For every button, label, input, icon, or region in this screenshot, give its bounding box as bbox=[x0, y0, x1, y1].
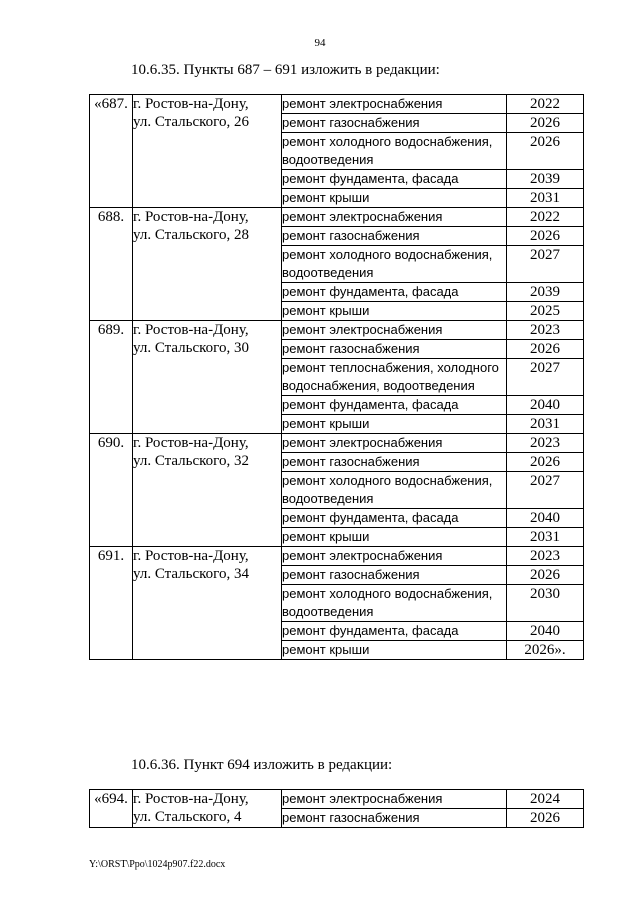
work-type: ремонт крыши bbox=[282, 415, 507, 434]
work-type: ремонт холодного водоснабжения, водоотведения bbox=[282, 133, 507, 170]
table-row bbox=[90, 208, 584, 227]
work-type: ремонт фундамента, фасада bbox=[282, 396, 507, 415]
work-year: 2022 bbox=[507, 95, 584, 114]
item-number: 691. bbox=[90, 547, 133, 660]
work-type: ремонт электроснабжения bbox=[282, 790, 507, 809]
work-year: 2026». bbox=[507, 641, 584, 660]
table-row bbox=[90, 321, 584, 340]
work-type: ремонт фундамента, фасада bbox=[282, 622, 507, 641]
work-year: 2026 bbox=[507, 340, 584, 359]
work-year: 2040 bbox=[507, 509, 584, 528]
work-year: 2027 bbox=[507, 472, 584, 509]
work-year: 2040 bbox=[507, 622, 584, 641]
work-type: ремонт газоснабжения bbox=[282, 453, 507, 472]
work-type: ремонт фундамента, фасада bbox=[282, 170, 507, 189]
work-type: ремонт электроснабжения bbox=[282, 321, 507, 340]
address-cell bbox=[133, 790, 282, 828]
address-line-street: ул. Стальского, 32 bbox=[133, 453, 249, 469]
address-line-city: г. Ростов-на-Дону, bbox=[133, 791, 249, 807]
address-line-street: ул. Стальского, 28 bbox=[133, 227, 249, 243]
table-row bbox=[90, 790, 584, 809]
work-year: 2026 bbox=[507, 809, 584, 828]
work-year: 2022 bbox=[507, 208, 584, 227]
work-year: 2030 bbox=[507, 585, 584, 622]
address-line-street: ул. Стальского, 34 bbox=[133, 566, 249, 582]
work-year: 2024 bbox=[507, 790, 584, 809]
section-heading-10-6-35: 10.6.35. Пункты 687 – 691 изложить в редакции: bbox=[131, 62, 440, 78]
address-line-street: ул. Стальского, 30 bbox=[133, 340, 249, 356]
work-type: ремонт газоснабжения bbox=[282, 566, 507, 585]
item-number: «694. bbox=[90, 790, 133, 828]
address-line-city: г. Ростов-на-Дону, bbox=[133, 435, 249, 451]
work-year: 2026 bbox=[507, 453, 584, 472]
work-year: 2031 bbox=[507, 415, 584, 434]
amendment-table-687-691 bbox=[89, 94, 584, 660]
address-cell bbox=[133, 95, 282, 208]
work-type: ремонт газоснабжения bbox=[282, 809, 507, 828]
work-year: 2026 bbox=[507, 114, 584, 133]
work-year: 2023 bbox=[507, 321, 584, 340]
work-year: 2026 bbox=[507, 227, 584, 246]
address-cell bbox=[133, 321, 282, 434]
work-type: ремонт электроснабжения bbox=[282, 547, 507, 566]
work-year: 2040 bbox=[507, 396, 584, 415]
work-type: ремонт электроснабжения bbox=[282, 208, 507, 227]
work-year: 2023 bbox=[507, 434, 584, 453]
work-type: ремонт фундамента, фасада bbox=[282, 283, 507, 302]
page-number: 94 bbox=[314, 37, 326, 49]
work-year: 2027 bbox=[507, 359, 584, 396]
work-type: ремонт крыши bbox=[282, 302, 507, 321]
work-year: 2031 bbox=[507, 528, 584, 547]
work-type: ремонт газоснабжения bbox=[282, 340, 507, 359]
address-line-city: г. Ростов-на-Дону, bbox=[133, 96, 249, 112]
work-year: 2026 bbox=[507, 133, 584, 170]
address-line-city: г. Ростов-на-Дону, bbox=[133, 322, 249, 338]
address-line-city: г. Ростов-на-Дону, bbox=[133, 548, 249, 564]
address-cell bbox=[133, 434, 282, 547]
work-year: 2027 bbox=[507, 246, 584, 283]
work-year: 2026 bbox=[507, 566, 584, 585]
work-type: ремонт холодного водоснабжения, водоотведения bbox=[282, 472, 507, 509]
table-row bbox=[90, 547, 584, 566]
address-cell bbox=[133, 208, 282, 321]
work-year: 2031 bbox=[507, 189, 584, 208]
table-row bbox=[90, 434, 584, 453]
work-year: 2039 bbox=[507, 283, 584, 302]
file-path-footer: Y:\ORST\Ppo\1024p907.f22.docx bbox=[89, 859, 226, 870]
work-type: ремонт электроснабжения bbox=[282, 95, 507, 114]
work-year: 2039 bbox=[507, 170, 584, 189]
item-number: 690. bbox=[90, 434, 133, 547]
item-number: 688. bbox=[90, 208, 133, 321]
work-type: ремонт крыши bbox=[282, 528, 507, 547]
work-type: ремонт фундамента, фасада bbox=[282, 509, 507, 528]
work-type: ремонт газоснабжения bbox=[282, 114, 507, 133]
amendment-table-694 bbox=[89, 789, 584, 828]
work-year: 2023 bbox=[507, 547, 584, 566]
item-number: 689. bbox=[90, 321, 133, 434]
work-type: ремонт холодного водоснабжения, водоотведения bbox=[282, 246, 507, 283]
work-type: ремонт холодного водоснабжения, водоотведения bbox=[282, 585, 507, 622]
work-type: ремонт крыши bbox=[282, 641, 507, 660]
address-line-city: г. Ростов-на-Дону, bbox=[133, 209, 249, 225]
address-cell bbox=[133, 547, 282, 660]
work-year: 2025 bbox=[507, 302, 584, 321]
work-type: ремонт электроснабжения bbox=[282, 434, 507, 453]
work-type: ремонт теплоснабжения, холодного водоснабжения, водоотведения bbox=[282, 359, 507, 396]
work-type: ремонт газоснабжения bbox=[282, 227, 507, 246]
table-row bbox=[90, 95, 584, 114]
section-heading-10-6-36: 10.6.36. Пункт 694 изложить в редакции: bbox=[131, 757, 393, 773]
address-line-street: ул. Стальского, 26 bbox=[133, 114, 249, 130]
work-type: ремонт крыши bbox=[282, 189, 507, 208]
address-line-street: ул. Стальского, 4 bbox=[133, 809, 242, 825]
item-number: «687. bbox=[90, 95, 133, 208]
